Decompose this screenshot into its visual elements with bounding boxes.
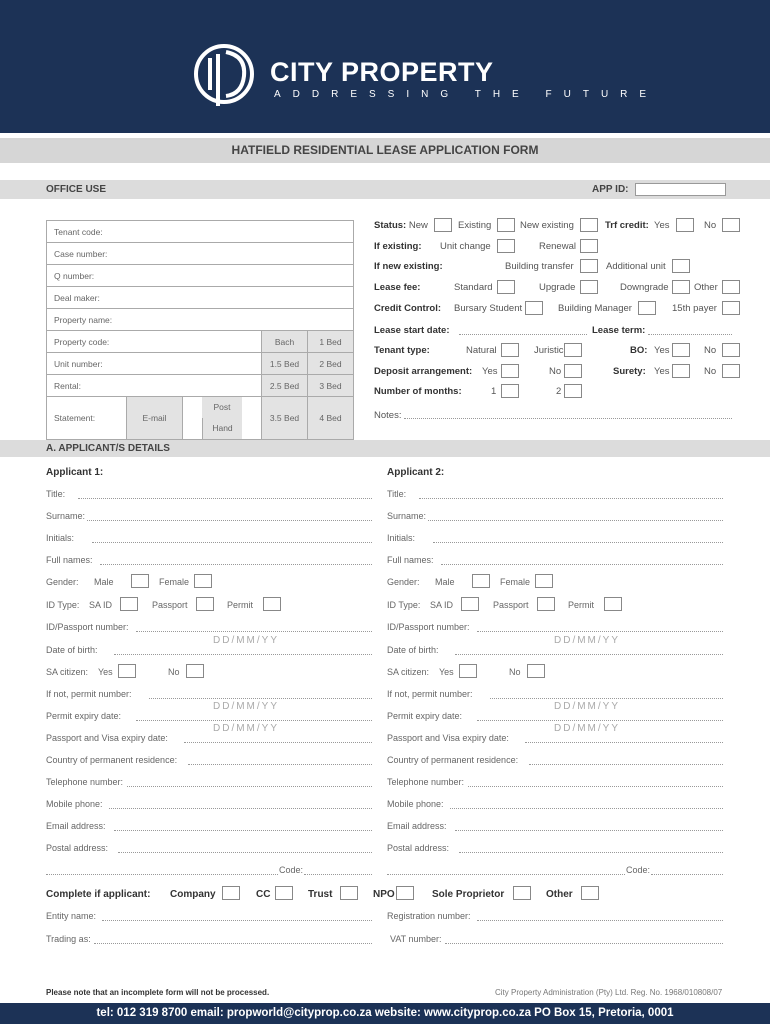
applicant2-heading: Applicant 2: [387,467,445,478]
applicant2-postal-label: Postal address: [387,843,450,853]
applicant1-id-type-passport-checkbox[interactable] [196,597,214,611]
applicant1-dob-input[interactable] [114,654,372,655]
deposit-label: Deposit arrangement: [374,366,473,377]
lease-fee-label: Lease fee: [374,282,421,293]
applicant1-id-passport-label: ID/Passport number: [46,622,129,632]
unit-change-checkbox[interactable] [497,239,515,253]
lease-term-label: Lease term: [592,325,646,336]
applicant2-postal-input[interactable] [459,852,723,853]
npo-checkbox[interactable] [396,886,414,900]
applicant2-id-type-permit-label: Permit [568,600,595,610]
applicant1-permit-expiry-date-placeholder: DD/MM/YY [213,701,279,712]
trf-no-checkbox[interactable] [722,218,740,232]
15th-payer-checkbox[interactable] [722,301,740,315]
trf-credit-label: Trf credit: [605,220,649,231]
applicant1-gender-male-label: Male [94,577,114,587]
applicant1-postal-input[interactable] [118,852,372,853]
standard-checkbox[interactable] [497,280,515,294]
office-use-label: OFFICE USE [46,184,107,195]
applicant2-id-type-passport-checkbox[interactable] [537,597,555,611]
upgrade-label: Upgrade [539,282,576,293]
grid-row-tenant-code[interactable]: Tenant code: [47,221,354,243]
grid-3bed[interactable]: 3 Bed [308,375,354,397]
form-title: HATFIELD RESIDENTIAL LEASE APPLICATION FORM [0,138,770,163]
downgrade-label: Downgrade [620,282,669,293]
applicant2-email-input[interactable] [455,830,723,831]
surety-label: Surety: [613,366,646,377]
applicant1-address-line2-input[interactable] [46,874,278,875]
renewal-label: Renewal [539,241,576,252]
applicant2-telephone-input[interactable] [468,786,723,787]
applicant1-code-label: Code: [279,865,304,875]
natural-label: Natural [466,345,497,356]
applicant2-sa-citizen-yes-label: Yes [439,667,454,677]
status-new-checkbox[interactable] [434,218,452,232]
applicant2-sa-citizen-yes-checkbox[interactable] [459,664,477,678]
grid-35bed[interactable]: 3.5 Bed [262,397,308,440]
applicant2-gender-male-label: Male [435,577,455,587]
applicant1-email-input[interactable] [114,830,372,831]
other-fee-label: Other [694,282,718,293]
standard-label: Standard [454,282,493,293]
renewal-checkbox[interactable] [580,239,598,253]
app-id-label: APP ID: [592,184,629,195]
deposit-no-checkbox[interactable] [564,364,582,378]
applicant1-if-not-input[interactable] [149,698,372,699]
grid-row-deal-maker[interactable]: Deal maker: [47,287,354,309]
grid-row-rental[interactable]: Rental: [47,375,262,397]
sole-proprietor-checkbox[interactable] [513,886,531,900]
status-existing-checkbox[interactable] [497,218,515,232]
applicant2-visa-expiry-input[interactable] [525,742,723,743]
applicant2-code-input[interactable] [651,874,723,875]
applicant1-gender-label: Gender: [46,577,79,587]
company-label: Company [170,889,216,900]
if-new-existing-label: If new existing: [374,261,443,272]
applicant1-gender-female-label: Female [159,577,190,587]
trust-label: Trust [308,889,333,900]
grid-post[interactable]: Post [202,397,242,418]
grid-15bed[interactable]: 1.5 Bed [262,353,308,375]
applicant1-mobile-label: Mobile phone: [46,799,103,809]
applicant1-visa-expiry-label: Passport and Visa expiry date: [46,733,168,743]
bo-no-checkbox[interactable] [722,343,740,357]
applicant2-dob-input[interactable] [455,654,723,655]
juristic-checkbox[interactable] [564,343,582,357]
additional-unit-checkbox[interactable] [672,259,690,273]
grid-bach[interactable]: Bach [262,331,308,353]
deposit-yes-checkbox[interactable] [501,364,519,378]
grid-2bed[interactable]: 2 Bed [308,353,354,375]
status-new-label: New [408,220,428,231]
trf-no-label: No [704,220,717,231]
applicant1-visa-expiry-date-placeholder: DD/MM/YY [213,723,279,734]
unit-change-label: Unit change [440,241,491,252]
bursary-student-label: Bursary Student [454,303,523,314]
credit-control-label: Credit Control: [374,303,442,314]
surety-yes-label: Yes [654,366,670,377]
applicant2-id-type-sa-id-label: SA ID [430,600,454,610]
header-banner [0,0,770,133]
applicant1-sa-citizen-yes-label: Yes [98,667,113,677]
applicant2-id-type-passport-label: Passport [493,600,529,610]
grid-row-statement: Statement: [47,397,127,440]
applicant1-permit-expiry-label: Permit expiry date: [46,711,122,721]
city-property-logo-icon [190,40,262,110]
grid-row-property-name[interactable]: Property name: [47,309,354,331]
applicant1-surname-input[interactable] [87,520,372,521]
applicant2-title-input[interactable] [419,498,723,499]
grid-25bed[interactable]: 2.5 Bed [262,375,308,397]
months-2-checkbox[interactable] [564,384,582,398]
applicant2-visa-expiry-date-placeholder: DD/MM/YY [554,723,620,734]
applicant2-country-label: Country of permanent residence: [387,755,519,765]
applicant1-visa-expiry-input[interactable] [184,742,372,743]
grid-email[interactable]: E-mail [127,397,183,440]
applicant1-email-label: Email address: [46,821,106,831]
vat-label: VAT number: [390,934,442,944]
months-1-label: 1 [491,386,497,397]
applicant2-surname-label: Surname: [387,511,427,521]
applicant1-postal-label: Postal address: [46,843,109,853]
applicant2-sa-citizen-no-checkbox[interactable] [527,664,545,678]
building-manager-checkbox[interactable] [638,301,656,315]
applicant2-full-names-input[interactable] [441,564,723,565]
grid-hand[interactable]: Hand [202,418,242,439]
applicant2-mobile-input[interactable] [450,808,723,809]
trf-yes-checkbox[interactable] [676,218,694,232]
applicant2-full-names-label: Full names: [387,555,434,565]
applicant1-sa-citizen-yes-checkbox[interactable] [118,664,136,678]
registration-note: City Property Administration (Pty) Ltd. Reg. No. 1968/010808/07 [495,988,723,997]
status-existing-label: Existing [458,220,492,231]
section-a-header: A. APPLICANT/S DETAILS [0,440,770,457]
applicant2-id-type-sa-id-checkbox[interactable] [461,597,479,611]
applicant1-id-type-permit-checkbox[interactable] [263,597,281,611]
months-label: Number of months: [374,386,462,397]
applicant1-country-label: Country of permanent residence: [46,755,178,765]
applicant1-full-names-input[interactable] [100,564,372,565]
applicant2-if-not-input[interactable] [490,698,723,699]
applicant2-address-line2-input[interactable] [387,874,625,875]
other-entity-checkbox[interactable] [581,886,599,900]
applicant1-permit-expiry-input[interactable] [136,720,372,721]
bo-yes-checkbox[interactable] [672,343,690,357]
building-transfer-label: Building transfer [505,261,574,272]
applicant2-mobile-label: Mobile phone: [387,799,444,809]
applicant1-full-names-label: Full names: [46,555,93,565]
applicant1-id-passport-input[interactable] [136,631,372,632]
applicant2-title-label: Title: [387,489,407,499]
applicant2-country-input[interactable] [529,764,723,765]
applicant2-surname-input[interactable] [428,520,723,521]
applicant2-code-label: Code: [626,865,651,875]
applicant2-dob-date-placeholder: DD/MM/YY [554,635,620,646]
cc-checkbox[interactable] [275,886,293,900]
contact-footer: tel: 012 319 8700 email: propworld@cityprop.co.za website: www.cityprop.co.za PO Box 15, Pretoria, 0001 [0,1003,770,1024]
applicant1-if-not-label: If not, permit number: [46,689,132,699]
applicant1-title-label: Title: [46,489,66,499]
npo-label: NPO [373,889,395,900]
applicant1-dob-date-placeholder: DD/MM/YY [213,635,279,646]
applicant1-id-type-sa-id-checkbox[interactable] [120,597,138,611]
entity-name-input[interactable] [102,920,372,921]
other-entity-label: Other [546,889,573,900]
cc-label: CC [256,889,271,900]
grid-row-unit-number[interactable]: Unit number: [47,353,262,375]
notes-input[interactable] [404,418,732,419]
deposit-yes-label: Yes [482,366,498,377]
surety-no-label: No [704,366,717,377]
surety-yes-checkbox[interactable] [672,364,690,378]
grid-row-property-code[interactable]: Property code: [47,331,262,353]
upgrade-checkbox[interactable] [580,280,598,294]
applicant1-id-type-sa-id-label: SA ID [89,600,113,610]
applicant2-initials-label: Initials: [387,533,416,543]
applicant1-gender-male-checkbox[interactable] [131,574,149,588]
bo-no-label: No [704,345,717,356]
other-fee-checkbox[interactable] [722,280,740,294]
sole-proprietor-label: Sole Proprietor [432,889,505,900]
bo-label: BO: [630,345,648,356]
lease-start-input[interactable] [459,334,587,335]
applicant1-code-input[interactable] [304,874,372,875]
applicant1-heading: Applicant 1: [46,467,104,478]
applicant2-gender-female-label: Female [500,577,531,587]
applicant2-gender-male-checkbox[interactable] [472,574,490,588]
applicant1-sa-citizen-no-label: No [168,667,180,677]
applicant1-telephone-input[interactable] [127,786,372,787]
building-manager-label: Building Manager [558,303,632,314]
grid-row-case-number[interactable]: Case number: [47,243,354,265]
trust-checkbox[interactable] [340,886,358,900]
applicant2-gender-female-checkbox[interactable] [535,574,553,588]
juristic-label: Juristic [534,345,564,356]
applicant1-mobile-input[interactable] [109,808,372,809]
applicant2-initials-input[interactable] [433,542,723,543]
applicant2-sa-citizen-label: SA citizen: [387,667,430,677]
15th-payer-label: 15th payer [672,303,717,314]
months-1-checkbox[interactable] [501,384,519,398]
status-new-existing-checkbox[interactable] [580,218,598,232]
office-use-bar [0,180,770,199]
applicant2-permit-expiry-input[interactable] [477,720,723,721]
natural-checkbox[interactable] [501,343,519,357]
grid-1bed[interactable]: 1 Bed [308,331,354,353]
vat-input[interactable] [445,943,723,944]
months-2-label: 2 [556,386,562,397]
applicant2-sa-citizen-no-label: No [509,667,521,677]
applicant2-id-passport-input[interactable] [477,631,723,632]
applicant2-permit-expiry-label: Permit expiry date: [387,711,463,721]
applicant2-telephone-label: Telephone number: [387,777,465,787]
applicant1-country-input[interactable] [188,764,372,765]
incomplete-note: Please note that an incomplete form will not be processed. [46,988,270,997]
applicant2-id-type-permit-checkbox[interactable] [604,597,622,611]
applicant1-id-type-passport-label: Passport [152,600,188,610]
registration-label: Registration number: [387,911,471,921]
office-grid [46,220,354,440]
applicant2-if-not-label: If not, permit number: [387,689,473,699]
status-label: Status: [374,220,407,231]
lease-term-input[interactable] [648,334,732,335]
brand-tagline: ADDRESSING THE FUTURE [274,89,659,100]
applicant1-telephone-label: Telephone number: [46,777,124,787]
applicant1-sa-citizen-label: SA citizen: [46,667,89,677]
bo-yes-label: Yes [654,345,670,356]
applicant1-sa-citizen-no-checkbox[interactable] [186,664,204,678]
applicant1-id-type-permit-label: Permit [227,600,254,610]
trading-as-input[interactable] [94,943,372,944]
applicant1-initials-input[interactable] [92,542,372,543]
tenant-type-label: Tenant type: [374,345,430,356]
applicant2-gender-label: Gender: [387,577,420,587]
applicant2-dob-label: Date of birth: [387,645,439,655]
grid-row-q-number[interactable]: Q number: [47,265,354,287]
lease-start-label: Lease start date: [374,325,450,336]
applicant1-initials-label: Initials: [46,533,75,543]
bursary-student-checkbox[interactable] [525,301,543,315]
applicant2-permit-expiry-date-placeholder: DD/MM/YY [554,701,620,712]
applicant1-id-type-label: ID Type: [46,600,80,610]
if-existing-label: If existing: [374,241,422,252]
trf-yes-label: Yes [654,220,670,231]
applicant2-visa-expiry-label: Passport and Visa expiry date: [387,733,509,743]
complete-label: Complete if applicant: [46,889,151,900]
deposit-no-label: No [549,366,562,377]
applicant2-id-passport-label: ID/Passport number: [387,622,470,632]
grid-4bed[interactable]: 4 Bed [308,397,354,440]
applicant1-surname-label: Surname: [46,511,86,521]
downgrade-checkbox[interactable] [672,280,690,294]
registration-input[interactable] [477,920,723,921]
applicant2-id-type-label: ID Type: [387,600,421,610]
applicant1-gender-female-checkbox[interactable] [194,574,212,588]
company-checkbox[interactable] [222,886,240,900]
app-id-input[interactable] [635,183,726,196]
trading-as-label: Trading as: [46,934,91,944]
applicant2-email-label: Email address: [387,821,447,831]
building-transfer-checkbox[interactable] [580,259,598,273]
status-new-existing-label: New existing [520,220,574,231]
brand-name: CITY PROPERTY [270,57,494,87]
additional-unit-label: Additional unit [606,261,666,272]
applicant1-title-input[interactable] [78,498,372,499]
entity-name-label: Entity name: [46,911,97,921]
surety-no-checkbox[interactable] [722,364,740,378]
applicant1-dob-label: Date of birth: [46,645,98,655]
notes-label: Notes: [374,410,402,421]
